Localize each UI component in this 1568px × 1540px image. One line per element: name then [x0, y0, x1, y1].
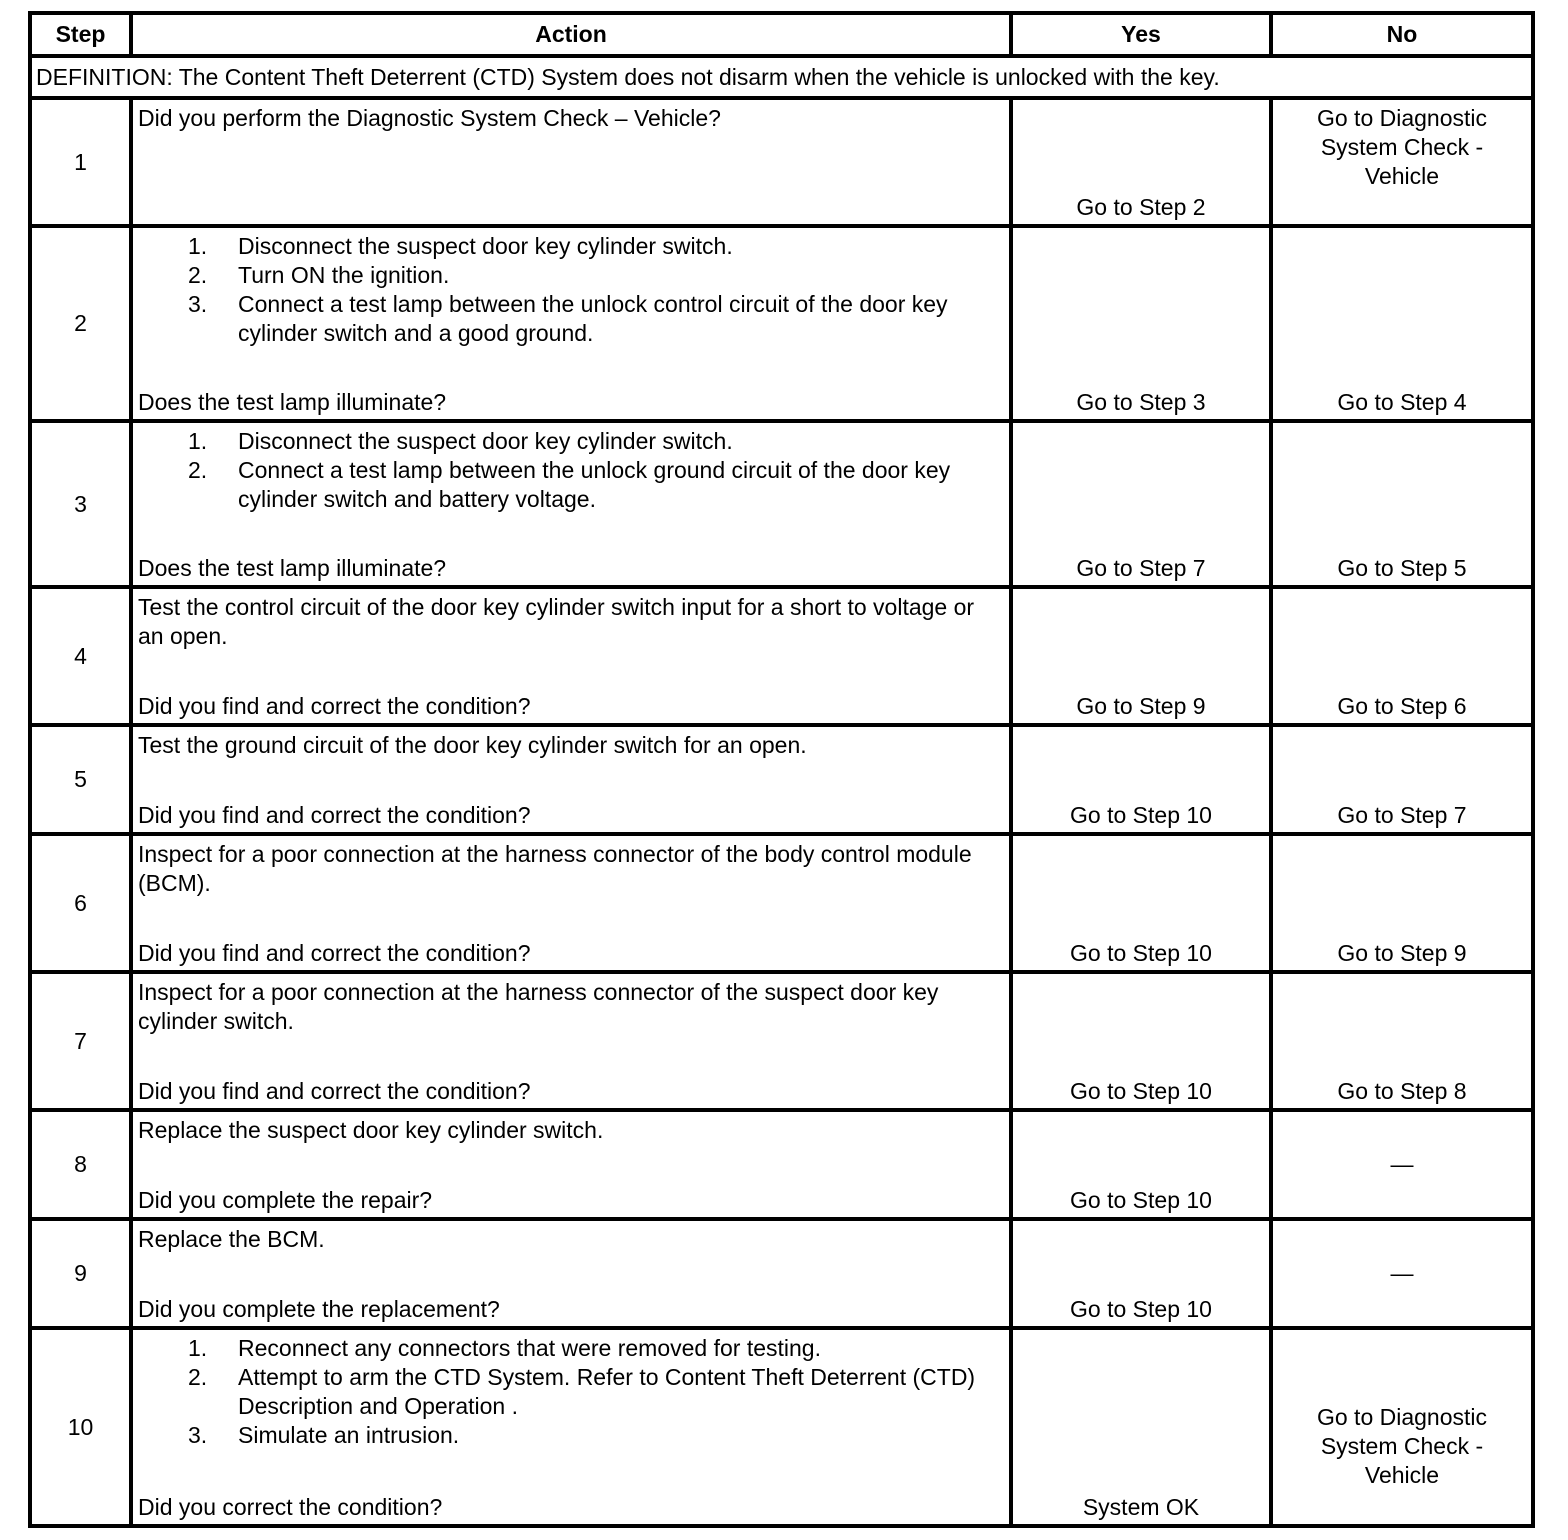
table-row: [30, 421, 1533, 587]
yes-result: Go to Step 10: [1011, 834, 1271, 972]
header-row: [30, 13, 1533, 56]
action-text: Inspect for a poor connection at the harness connector of the suspect door key cylinder switch.: [138, 979, 939, 1034]
list-number: 2.: [188, 457, 208, 483]
list-item: [138, 1421, 1001, 1450]
action-cell: [131, 1110, 1011, 1219]
list-item: [138, 456, 1001, 514]
list-text: Reconnect any connectors that were removed for testing.: [238, 1335, 821, 1361]
table-row: [30, 972, 1533, 1110]
header-action: Action: [131, 13, 1011, 56]
list-item: [138, 427, 1001, 456]
no-result: Go to Step 8: [1271, 972, 1533, 1110]
list-item: [138, 261, 1001, 290]
list-item: [138, 1363, 1001, 1421]
step-number: 3: [30, 421, 131, 587]
step-number: 8: [30, 1110, 131, 1219]
table-row: [30, 1219, 1533, 1328]
action-cell: [131, 1328, 1011, 1526]
step-number: 7: [30, 972, 131, 1110]
list-text: Simulate an intrusion.: [238, 1422, 460, 1448]
action-question: Did you find and correct the condition?: [138, 802, 531, 828]
table-row: [30, 1328, 1533, 1526]
list-number: 1.: [188, 428, 208, 454]
table-row: [30, 725, 1533, 834]
diagnostic-table: [28, 11, 1535, 1528]
step-number: 6: [30, 834, 131, 972]
list-text: Disconnect the suspect door key cylinder switch.: [238, 428, 733, 454]
action-question: Did you complete the replacement?: [138, 1296, 500, 1322]
action-question: Does the test lamp illuminate?: [138, 555, 447, 581]
action-cell: [131, 587, 1011, 725]
yes-result: Go to Step 10: [1011, 725, 1271, 834]
no-result: Go to Step 4: [1271, 226, 1533, 421]
list-item: [138, 1334, 1001, 1363]
table-row: [30, 1110, 1533, 1219]
action-cell: [131, 98, 1011, 226]
list-text: Disconnect the suspect door key cylinder switch.: [238, 233, 733, 259]
action-cell: [131, 1219, 1011, 1328]
list-item: [138, 290, 1001, 348]
no-result: —: [1271, 1110, 1533, 1219]
action-steps-list: [138, 232, 1001, 348]
action-cell: [131, 972, 1011, 1110]
no-result: Go to Step 5: [1271, 421, 1533, 587]
no-result: [1271, 98, 1533, 226]
no-result: Go to Step 9: [1271, 834, 1533, 972]
yes-result: System OK: [1011, 1328, 1271, 1526]
action-text: Test the control circuit of the door key cylinder switch input for a short to voltage or an open.: [138, 594, 975, 649]
table-row: [30, 587, 1533, 725]
action-text: Replace the suspect door key cylinder switch.: [138, 1117, 604, 1143]
yes-result: Go to Step 10: [1011, 972, 1271, 1110]
table-row: [30, 834, 1533, 972]
list-number: 3.: [188, 1422, 208, 1448]
header-step: Step: [30, 13, 131, 56]
header-no: No: [1271, 13, 1533, 56]
list-text: Connect a test lamp between the unlock ground circuit of the door key cylinder switch and battery voltage.: [238, 457, 951, 512]
yes-result: Go to Step 10: [1011, 1110, 1271, 1219]
step-number: 10: [30, 1328, 131, 1526]
action-text: Replace the BCM.: [138, 1226, 325, 1252]
action-question: Did you find and correct the condition?: [138, 693, 531, 719]
yes-result: Go to Step 9: [1011, 587, 1271, 725]
list-text: Connect a test lamp between the unlock control circuit of the door key cylinder switch and a good ground.: [238, 291, 948, 346]
list-text: Attempt to arm the CTD System. Refer to Content Theft Deterrent (CTD) Description and Operation .: [238, 1364, 976, 1419]
yes-result: Go to Step 10: [1011, 1219, 1271, 1328]
header-yes: Yes: [1011, 13, 1271, 56]
list-item: [138, 232, 1001, 261]
action-text: Test the ground circuit of the door key cylinder switch for an open.: [138, 732, 807, 758]
action-question: Did you find and correct the condition?: [138, 1078, 531, 1104]
no-result-text: Go to Diagnostic System Check - Vehicle: [1316, 105, 1488, 189]
action-cell: [131, 725, 1011, 834]
table-row: [30, 98, 1533, 226]
action-cell: [131, 834, 1011, 972]
list-number: 2.: [188, 1364, 208, 1390]
step-number: 2: [30, 226, 131, 421]
no-result-text: Go to Diagnostic System Check - Vehicle: [1316, 1404, 1488, 1488]
no-result: [1271, 1328, 1533, 1526]
action-text: Inspect for a poor connection at the harness connector of the body control module (BCM).: [138, 841, 972, 896]
step-number: 9: [30, 1219, 131, 1328]
action-text: Did you perform the Diagnostic System Check – Vehicle?: [138, 105, 721, 131]
yes-result: Go to Step 2: [1011, 98, 1271, 226]
no-result: Go to Step 7: [1271, 725, 1533, 834]
action-question: Did you find and correct the condition?: [138, 940, 531, 966]
step-number: 5: [30, 725, 131, 834]
yes-result: Go to Step 7: [1011, 421, 1271, 587]
action-steps-list: [138, 1334, 1001, 1450]
action-question: Did you correct the condition?: [138, 1494, 443, 1520]
list-number: 1.: [188, 233, 208, 259]
list-number: 2.: [188, 262, 208, 288]
list-text: Turn ON the ignition.: [238, 262, 450, 288]
step-number: 4: [30, 587, 131, 725]
action-question: Does the test lamp illuminate?: [138, 389, 447, 415]
action-steps-list: [138, 427, 1001, 514]
action-question: Did you complete the repair?: [138, 1187, 433, 1213]
action-cell: [131, 226, 1011, 421]
action-cell: [131, 421, 1011, 587]
no-result: —: [1271, 1219, 1533, 1328]
yes-result: Go to Step 3: [1011, 226, 1271, 421]
definition-row: [30, 56, 1533, 98]
step-number: 1: [30, 98, 131, 226]
definition-text: DEFINITION: The Content Theft Deterrent (CTD) System does not disarm when the vehicle is unlocked with the key.: [30, 56, 1533, 98]
no-result: Go to Step 6: [1271, 587, 1533, 725]
list-number: 1.: [188, 1335, 208, 1361]
table-row: [30, 226, 1533, 421]
list-number: 3.: [188, 291, 208, 317]
